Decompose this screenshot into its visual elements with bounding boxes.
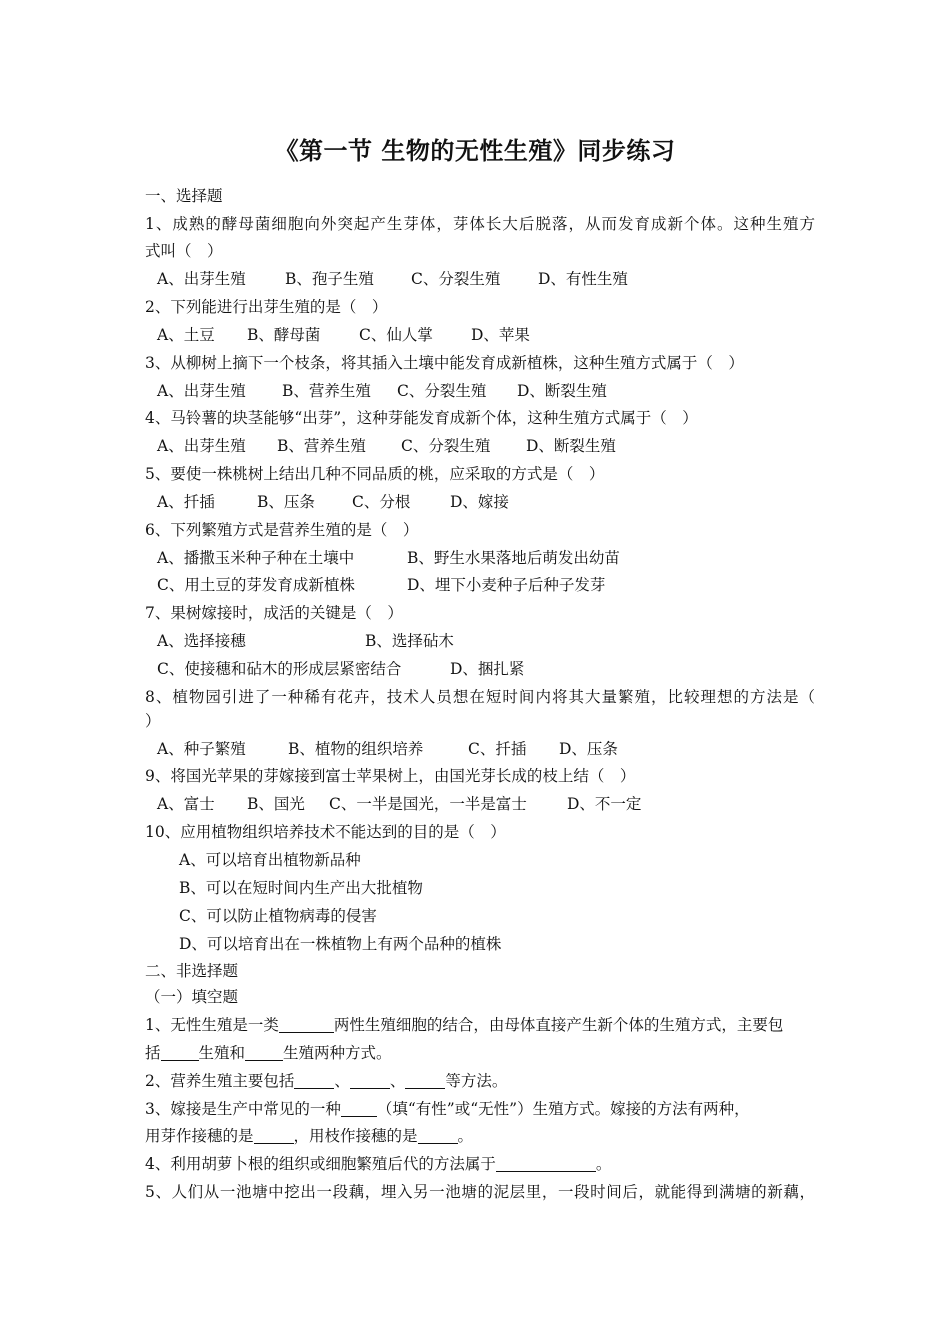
blank — [496, 1153, 596, 1172]
blank — [341, 1098, 377, 1117]
option-d: D、埋下小麦种子后种子发芽 — [407, 576, 606, 594]
option-d: D、嫁接 — [450, 493, 509, 511]
option-b: B、植物的组织培养 — [288, 740, 424, 758]
fill-in-heading: （一）填空题 — [145, 988, 239, 1006]
question-10: 10、应用植物组织培养技术不能达到的目的是（ ） — [145, 823, 506, 841]
question-6: 6、下列繁殖方式是营养生殖的是（ ） — [145, 521, 419, 539]
fill-1-line1: 1、无性生殖是一类 两性生殖细胞的结合，由母体直接产生新个体的生殖方式，主要包 — [145, 1016, 784, 1034]
question-1-line2: 式叫（ ） — [145, 242, 223, 260]
option-b: B、野生水果落地后萌发出幼苗 — [407, 549, 620, 567]
option-a: A、选择接穗 — [157, 632, 246, 650]
blank — [254, 1125, 294, 1144]
blank — [350, 1070, 390, 1089]
question-4: 4、马铃薯的块茎能够“出芽”，这种芽能发育成新个体，这种生殖方式属于（ ） — [145, 409, 698, 427]
question-10-option-d: D、可以培育出在一株植物上有两个品种的植株 — [179, 935, 502, 953]
blank — [245, 1042, 283, 1061]
option-d: D、苹果 — [471, 326, 530, 344]
section-nonchoice-heading: 二、非选择题 — [145, 962, 239, 980]
option-a: A、出芽生殖 — [157, 437, 246, 455]
question-2: 2、下列能进行出芽生殖的是（ ） — [145, 298, 388, 316]
section-choice-heading: 一、选择题 — [145, 187, 223, 205]
option-c: C、分裂生殖 — [411, 270, 501, 288]
option-d: D、断裂生殖 — [517, 382, 607, 400]
question-10-option-c: C、可以防止植物病毒的侵害 — [179, 907, 377, 925]
option-a: A、土豆 — [157, 326, 215, 344]
option-d: D、不一定 — [567, 795, 642, 813]
option-c: C、分根 — [352, 493, 411, 511]
fill-4: 4、利用胡萝卜根的组织或细胞繁殖后代的方法属于 。 — [145, 1155, 612, 1173]
option-b: B、酵母菌 — [247, 326, 321, 344]
option-b: B、营养生殖 — [282, 382, 371, 400]
question-10-option-b: B、可以在短时间内生产出大批植物 — [179, 879, 423, 897]
blank — [294, 1070, 334, 1089]
question-1-line1: 1、成熟的酵母菌细胞向外突起产生芽体，芽体长大后脱落，从而发育成新个体。这种生殖方 — [145, 215, 815, 233]
option-a: A、出芽生殖 — [157, 382, 246, 400]
option-b: B、国光 — [247, 795, 305, 813]
question-8-line1: 8、植物园引进了一种稀有花卉，技术人员想在短时间内将其大量繁殖，比较理想的方法是（ — [145, 688, 815, 706]
option-c: C、分裂生殖 — [401, 437, 491, 455]
option-c: C、使接穗和砧木的形成层紧密结合 — [157, 660, 402, 678]
option-b: B、孢子生殖 — [285, 270, 374, 288]
blank — [405, 1070, 445, 1089]
option-c: C、分裂生殖 — [397, 382, 487, 400]
option-a: A、播撒玉米种子种在土壤中 — [157, 549, 355, 567]
option-a: A、种子繁殖 — [157, 740, 246, 758]
question-3: 3、从柳树上摘下一个枝条，将其插入土壤中能发育成新植株，这种生殖方式属于（ ） — [145, 354, 744, 372]
page-title: 《第一节 生物的无性生殖》同步练习 — [274, 136, 676, 165]
option-a: A、富士 — [157, 795, 215, 813]
fill-1-line2: 括 生殖和 生殖两种方式。 — [145, 1044, 392, 1062]
option-a: A、扦插 — [157, 493, 215, 511]
question-9: 9、将国光苹果的芽嫁接到富士苹果树上，由国光芽长成的枝上结（ ） — [145, 767, 636, 785]
option-c: C、一半是国光，一半是富士 — [329, 795, 527, 813]
question-7: 7、果树嫁接时，成活的关键是（ ） — [145, 604, 403, 622]
question-5: 5、要使一株桃树上结出几种不同品质的桃，应采取的方式是（ ） — [145, 465, 605, 483]
question-8-line2: ） — [145, 712, 161, 730]
option-b: B、压条 — [257, 493, 315, 511]
option-c: C、扦插 — [468, 740, 527, 758]
fill-5-line1: 5、人们从一池塘中挖出一段藕，埋入另一池塘的泥层里，一段时间后，就能得到满塘的新藕， — [145, 1183, 815, 1201]
option-c: C、用土豆的芽发育成新植株 — [157, 576, 355, 594]
option-c: C、仙人掌 — [359, 326, 433, 344]
blank — [418, 1125, 458, 1144]
fill-3-line2: 用芽作接穗的是 ，用枝作接穗的是 。 — [145, 1127, 474, 1145]
option-d: D、有性生殖 — [538, 270, 628, 288]
question-10-option-a: A、可以培育出植物新品种 — [179, 851, 361, 869]
option-b: B、选择砧木 — [365, 632, 454, 650]
option-b: B、营养生殖 — [277, 437, 366, 455]
blank — [161, 1042, 199, 1061]
fill-3-line1: 3、嫁接是生产中常见的一种 （填“有性”或“无性”）生殖方式。嫁接的方法有两种， — [145, 1100, 750, 1118]
blank — [279, 1014, 334, 1033]
option-d: D、压条 — [559, 740, 618, 758]
option-d: D、断裂生殖 — [526, 437, 616, 455]
fill-2: 2、营养生殖主要包括 、 、 等方法。 — [145, 1072, 508, 1090]
option-d: D、捆扎紧 — [450, 660, 525, 678]
option-a: A、出芽生殖 — [157, 270, 246, 288]
